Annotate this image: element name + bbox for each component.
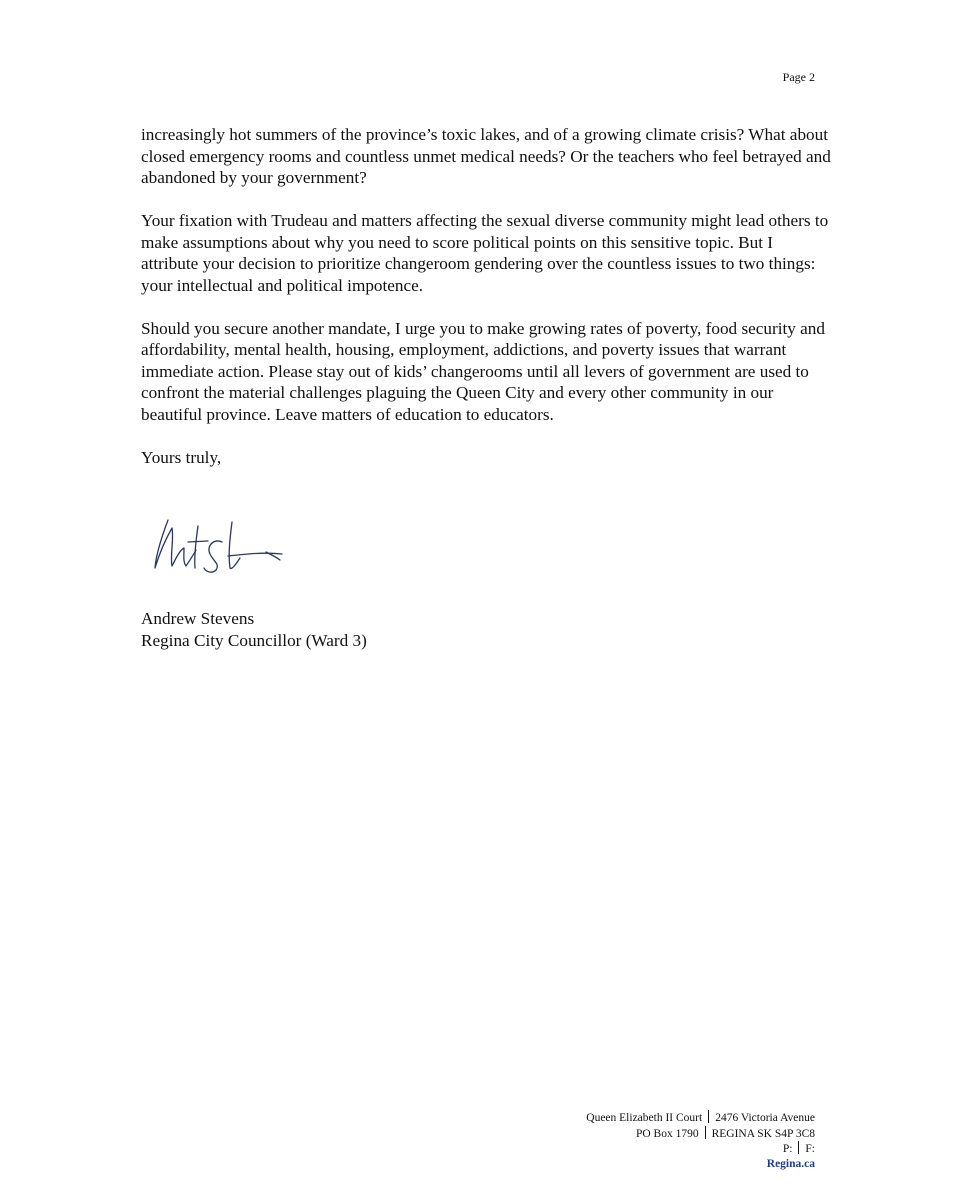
footer-fax-label: F: — [805, 1143, 815, 1155]
paragraph-3: Should you secure another mandate, I urge you to make growing rates of poverty, food security and affordability, mental health, housing, employment, addictions, and poverty issues that warrant immediate action. Please stay out of kids’ changerooms until all levers of government are used to confront the material challenges plaguing the Queen City and every other community in our beautiful province. Leave matters of education to educators. — [141, 318, 825, 424]
paragraph-2: Your fixation with Trudeau and matters affecting the sexual diverse community might lead others to make assumptions about why you need to score political points on this sensitive topic. But I attribute your decision to prioritize changeroom gendering over the countless issues to two things: your intellectual and political impotence. — [141, 211, 829, 295]
handwritten-signature — [150, 512, 290, 578]
footer-contact-line — [586, 1141, 815, 1157]
footer-po-box: PO Box 1790 — [635, 1127, 699, 1140]
footer-address-line-1 — [586, 1110, 815, 1126]
signer-name: Andrew Stevens — [141, 609, 255, 628]
footer-city-postal: REGINA SK S4P 3C8 — [711, 1127, 815, 1140]
paragraph-1: increasingly hot summers of the province’s toxic lakes, and of a growing climate crisis? What about closed emergency rooms and countless unmet medical needs? Or the teachers who feel betrayed and abandoned by your government? — [141, 125, 831, 187]
footer-website-line — [586, 1157, 815, 1172]
page-number: Page 2 — [782, 70, 815, 84]
footer-building: Queen Elizabeth II Court — [586, 1112, 703, 1124]
footer-divider — [798, 1141, 799, 1154]
footer-website: Regina.ca — [766, 1157, 815, 1170]
signer-block — [141, 608, 367, 651]
footer-divider — [705, 1126, 706, 1139]
footer-divider — [708, 1110, 709, 1123]
letter-body — [141, 124, 831, 468]
footer-phone-label: P: — [782, 1143, 793, 1155]
footer-street: 2476 Victoria Avenue — [715, 1112, 815, 1124]
signer-title: Regina City Councillor (Ward 3) — [141, 630, 367, 650]
letterhead-footer — [586, 1110, 815, 1171]
closing-salutation: Yours truly, — [141, 447, 222, 467]
footer-address-line-2 — [586, 1126, 815, 1142]
